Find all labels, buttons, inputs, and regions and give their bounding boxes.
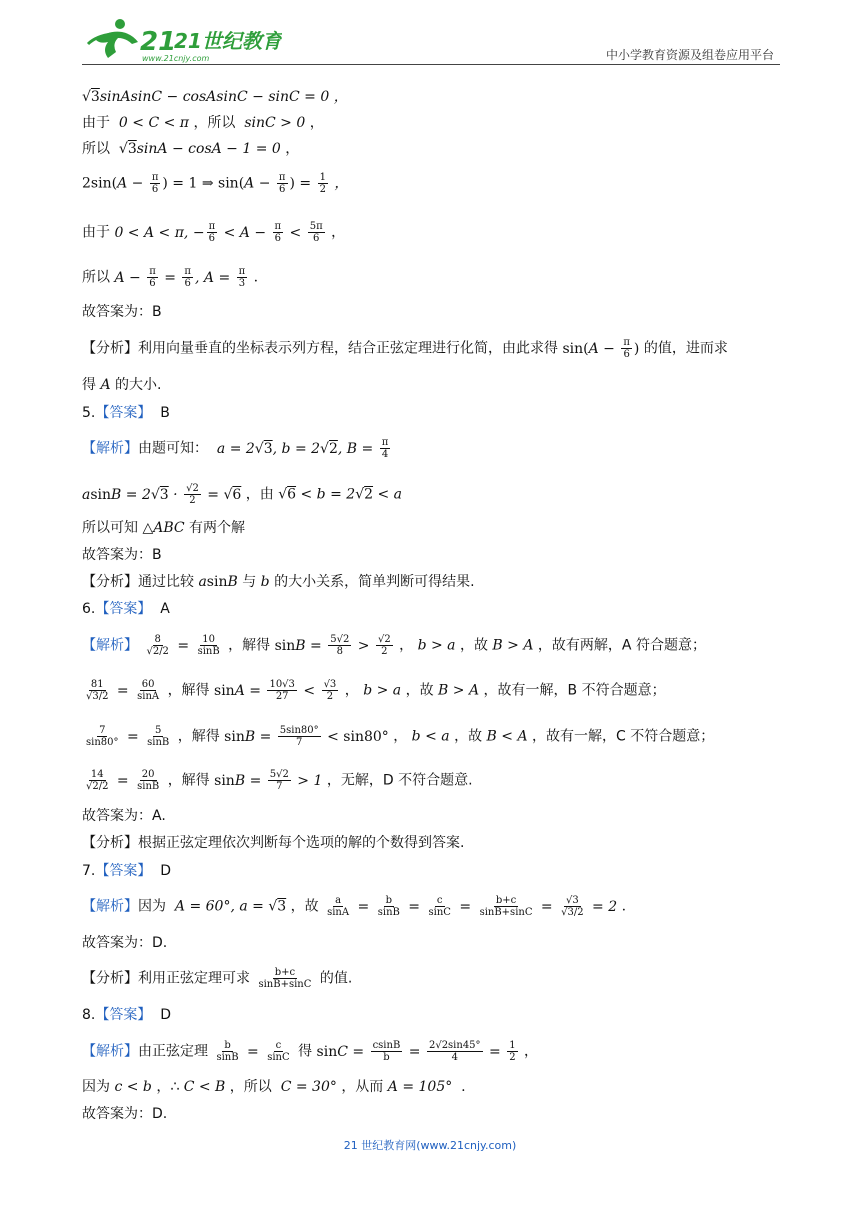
analysis-line-prev: 【分析】利用向量垂直的坐标表示列方程，结合正弦定理进行化简，由此求得 sin(A − $\frac{\pi}{6}$ ) 的值，进而求 — [82, 337, 728, 360]
q8-answer-line: 故答案为：D. — [82, 1106, 168, 1122]
q8-line-2: 因为 c < b ，∴ C < B ，所以 C = 30° ，从而 A = 105° . — [82, 1079, 466, 1095]
q6-line-3: $\frac{7}{\sin 80^\circ}$ = $\frac{5}{\sin B}$ ，解得 sinB = $\frac{5\sin 80^\circ}{7}$ < sin80° ， b < a ，故 B < A ，故有一解，C 不符合题意； — [86, 725, 715, 748]
q6-line-4: $\frac{14}{√2/2}$ = $\frac{20}{\sin B}$ ，解得 sinB = $\frac{5√2}{7}$ > 1 ，无解，D 不符合题意. — [86, 769, 473, 792]
q6-line-2: $\frac{81}{√3/2}$ = $\frac{60}{\sin A}$ ，解得 sinA = $\frac{10√3}{27}$ < $\frac{√3}{2}$ ， b > a ，故 B > A ，故有一解，B 不符合题意； — [86, 679, 666, 702]
page-footer: 21 世纪教育网(www.21cnjy.com) — [343, 1139, 517, 1152]
analysis-line-prev-2: 得 A 的大小. — [82, 377, 162, 393]
eq-line-4: 2sin(A − $\frac{\pi}{6}$ ) = 1 ⇒ sin(A − $\frac{\pi}{6}$ ) = $\frac{1}{2}$ ， — [82, 172, 349, 195]
answer-line-prev: 故答案为：B — [82, 304, 162, 320]
q5-solution: 【解析】由题可知： a = 2√3, b = 2√2, B = $\frac{\pi}{4}$ — [82, 437, 389, 460]
eq-line-5: 由于 0 < A < π, − $\frac{\pi}{6}$ < A − $\frac{\pi}{6}$ < $\frac{5\pi}{6}$ ， — [82, 221, 346, 244]
q6-analysis: 【分析】根据正弦定理依次判断每个选项的解的个数得到答案. — [82, 835, 465, 851]
q5-line-3: 所以可知 △ABC 有两个解 — [82, 520, 246, 536]
svg-text:21: 21 — [140, 27, 177, 57]
q5-answer: 5.【答案】 B — [82, 405, 170, 421]
q8-answer: 8.【答案】 D — [82, 1007, 172, 1023]
q7-answer: 7.【答案】 D — [82, 863, 172, 879]
text-line-3: 所以 √3sinA − cosA − 1 = 0 ， — [82, 141, 300, 157]
q6-line-1: 【解析】 $\frac{8}{√2/2}$ = $\frac{10}{\sin B}$ ，解得 sinB = $\frac{5√2}{8}$ > $\frac{√2}{2}$ ， b > a ，故 B > A ，故有两解，A 符合题意； — [82, 634, 706, 657]
svg-text:21世纪教育: 21世纪教育 — [174, 29, 282, 53]
q5-answer-line: 故答案为：B — [82, 547, 162, 563]
q5-analysis: 【分析】通过比较 asinB 与 b 的大小关系，简单判断可得结果. — [82, 574, 475, 590]
header-platform-text: 中小学教育资源及组卷应用平台 — [605, 48, 774, 62]
q7-answer-line: 故答案为：D. — [82, 935, 168, 951]
header-divider — [82, 64, 780, 65]
q5-line-2: asinB = 2√3 · $\frac{√2}{2}$ = √6 ，由 √6 < b = 2√2 < a — [82, 483, 403, 506]
q6-answer: 6.【答案】 A — [82, 601, 170, 617]
text-line-2: 由于 0 < C < π ，所以 sinC > 0 ， — [82, 115, 324, 131]
eq-line-6: 所以 A − $\frac{\pi}{6}$ = $\frac{\pi}{6}$ , A = $\frac{\pi}{3}$ . — [82, 266, 259, 289]
svg-text:www.21cnjy.com: www.21cnjy.com — [142, 54, 210, 63]
q6-answer-line: 故答案为：A. — [82, 808, 166, 824]
eq-line-1: √3sinAsinC − cosAsinC − sinC = 0 ， — [82, 89, 348, 105]
q7-solution: 【解析】因为 A = 60°, a = √3 ，故 $\frac{a}{\sin A}$ = $\frac{b}{\sin B}$ = $\frac{c}{\sin C}$ = $\frac{b+c}{\sin B+\sin C}$ = $\frac{√3}{√3/2}$ = 2 . — [82, 895, 627, 918]
q8-solution: 【解析】由正弦定理 $\frac{b}{\sin B}$ = $\frac{c}{\sin C}$ 得 sinC = $\frac{csinB}{b}$ = $\frac{2√2\sin 45^\circ}{4}$ = $\frac{1}{2}$ ， — [82, 1040, 539, 1063]
q7-analysis: 【分析】利用正弦定理可求 $\frac{b+c}{\sin B+\sin C}$ 的值. — [82, 967, 353, 990]
logo-21cnjy — [82, 14, 282, 64]
page-header — [82, 14, 780, 64]
